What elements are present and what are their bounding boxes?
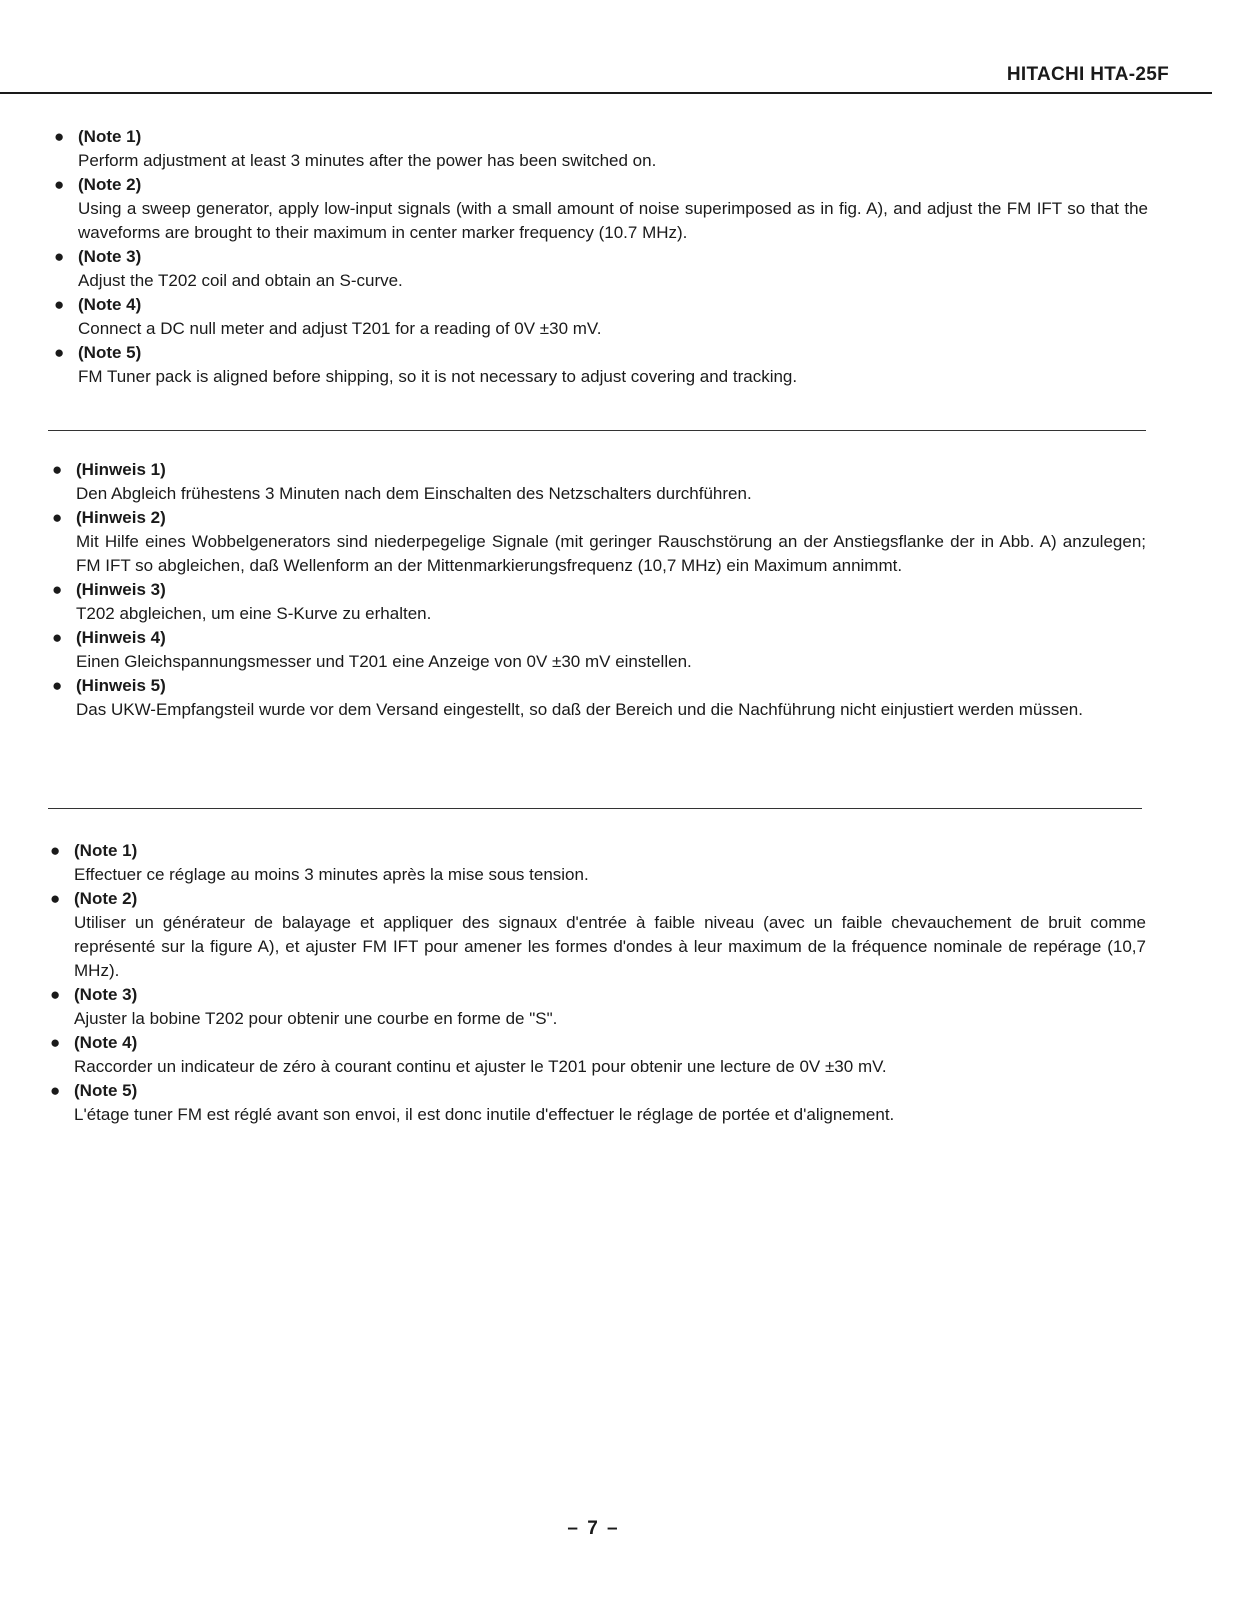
note-item xyxy=(52,458,1146,506)
bullet-icon: ● xyxy=(52,580,63,599)
note-item xyxy=(50,1031,1146,1079)
bullet-icon: ● xyxy=(50,841,61,860)
note-text: Utiliser un générateur de balayage et appliquer des signaux d'entrée à faible niveau (avec un faible chevauchement de bruit comme représenté sur la figure A), et ajuster FM IFT pour amener les formes d'ondes à leur maximum de la fréquence nominale de repérage (10,7 MHz). xyxy=(74,913,1146,980)
note-heading: (Note 3) xyxy=(74,985,138,1004)
note-heading: (Note 5) xyxy=(74,1081,138,1100)
document-title: HITACHI HTA-25F xyxy=(1006,64,1169,85)
bullet-icon: ● xyxy=(54,175,65,194)
bullet-icon: ● xyxy=(50,1081,61,1100)
note-text: Das UKW-Empfangsteil wurde vor dem Versand eingestellt, so daß der Bereich und die Nachführung nicht einjustiert werden müssen. xyxy=(76,700,1083,719)
note-item xyxy=(50,1079,1146,1127)
note-text: Ajuster la bobine T202 pour obtenir une courbe en forme de "S". xyxy=(74,1009,558,1028)
bullet-icon: ● xyxy=(54,295,65,314)
note-text: Perform adjustment at least 3 minutes after the power has been switched on. xyxy=(78,151,657,170)
note-heading: (Note 2) xyxy=(78,175,142,194)
section-divider xyxy=(48,430,1146,431)
note-item xyxy=(52,578,1146,626)
bullet-icon: ● xyxy=(52,628,63,647)
note-item xyxy=(50,839,1146,887)
bullet-icon: ● xyxy=(50,985,61,1004)
note-item xyxy=(52,506,1146,578)
note-item xyxy=(54,173,1148,245)
note-item xyxy=(52,626,1146,674)
note-text: Mit Hilfe eines Wobbelgenerators sind niederpegelige Signale (mit geringer Rauschstörung an der Anstiegsflanke der in Abb. A) anzulegen; FM IFT so abgleichen, daß Wellenform an der Mittenmarkierungsfrequenz (10,7 MHz) ein Maximum annimmt. xyxy=(76,532,1146,575)
note-text: Connect a DC null meter and adjust T201 for a reading of 0V ±30 mV. xyxy=(78,319,602,338)
note-heading: (Hinweis 2) xyxy=(76,508,166,527)
section-divider xyxy=(48,808,1142,809)
notes-section-french xyxy=(50,839,1146,1127)
note-item xyxy=(54,245,1148,293)
note-item xyxy=(54,125,1148,173)
note-text: T202 abgleichen, um eine S-Kurve zu erhalten. xyxy=(76,604,432,623)
note-heading: (Note 1) xyxy=(78,127,142,146)
bullet-icon: ● xyxy=(50,1033,61,1052)
note-heading: (Note 1) xyxy=(74,841,138,860)
note-heading: (Hinweis 5) xyxy=(76,676,166,695)
page-number: – 7 – xyxy=(567,1518,620,1539)
note-item xyxy=(54,293,1148,341)
bullet-icon: ● xyxy=(50,889,61,908)
note-text: Effectuer ce réglage au moins 3 minutes après la mise sous tension. xyxy=(74,865,589,884)
notes-section-german xyxy=(52,458,1146,722)
note-heading: (Hinweis 4) xyxy=(76,628,166,647)
note-heading: (Note 5) xyxy=(78,343,142,362)
note-item xyxy=(50,887,1146,983)
notes-section-english xyxy=(54,125,1148,389)
note-text: Raccorder un indicateur de zéro à courant continu et ajuster le T201 pour obtenir une lecture de 0V ±30 mV. xyxy=(74,1057,887,1076)
note-text: FM Tuner pack is aligned before shipping, so it is not necessary to adjust covering and tracking. xyxy=(78,367,798,386)
bullet-icon: ● xyxy=(52,676,63,695)
note-heading: (Hinweis 3) xyxy=(76,580,166,599)
note-text: Einen Gleichspannungsmesser und T201 eine Anzeige von 0V ±30 mV einstellen. xyxy=(76,652,692,671)
note-text: Den Abgleich frühestens 3 Minuten nach dem Einschalten des Netzschalters durchführen. xyxy=(76,484,752,503)
note-heading: (Note 2) xyxy=(74,889,138,908)
note-item xyxy=(52,674,1146,722)
note-heading: (Hinweis 1) xyxy=(76,460,166,479)
bullet-icon: ● xyxy=(54,343,65,362)
bullet-icon: ● xyxy=(52,508,63,527)
note-heading: (Note 4) xyxy=(74,1033,138,1052)
note-item xyxy=(54,341,1148,389)
bullet-icon: ● xyxy=(54,127,65,146)
note-heading: (Note 4) xyxy=(78,295,142,314)
note-text: L'étage tuner FM est réglé avant son envoi, il est donc inutile d'effectuer le réglage de portée et d'alignement. xyxy=(74,1105,895,1124)
note-text: Adjust the T202 coil and obtain an S-curve. xyxy=(78,271,403,290)
bullet-icon: ● xyxy=(52,460,63,479)
note-item xyxy=(50,983,1146,1031)
bullet-icon: ● xyxy=(54,247,65,266)
note-text: Using a sweep generator, apply low-input signals (with a small amount of noise superimposed as in fig. A), and adjust the FM IFT so that the waveforms are brought to their maximum in center marker frequency (10.7 MHz). xyxy=(78,199,1148,242)
header-divider xyxy=(0,92,1212,94)
note-heading: (Note 3) xyxy=(78,247,142,266)
